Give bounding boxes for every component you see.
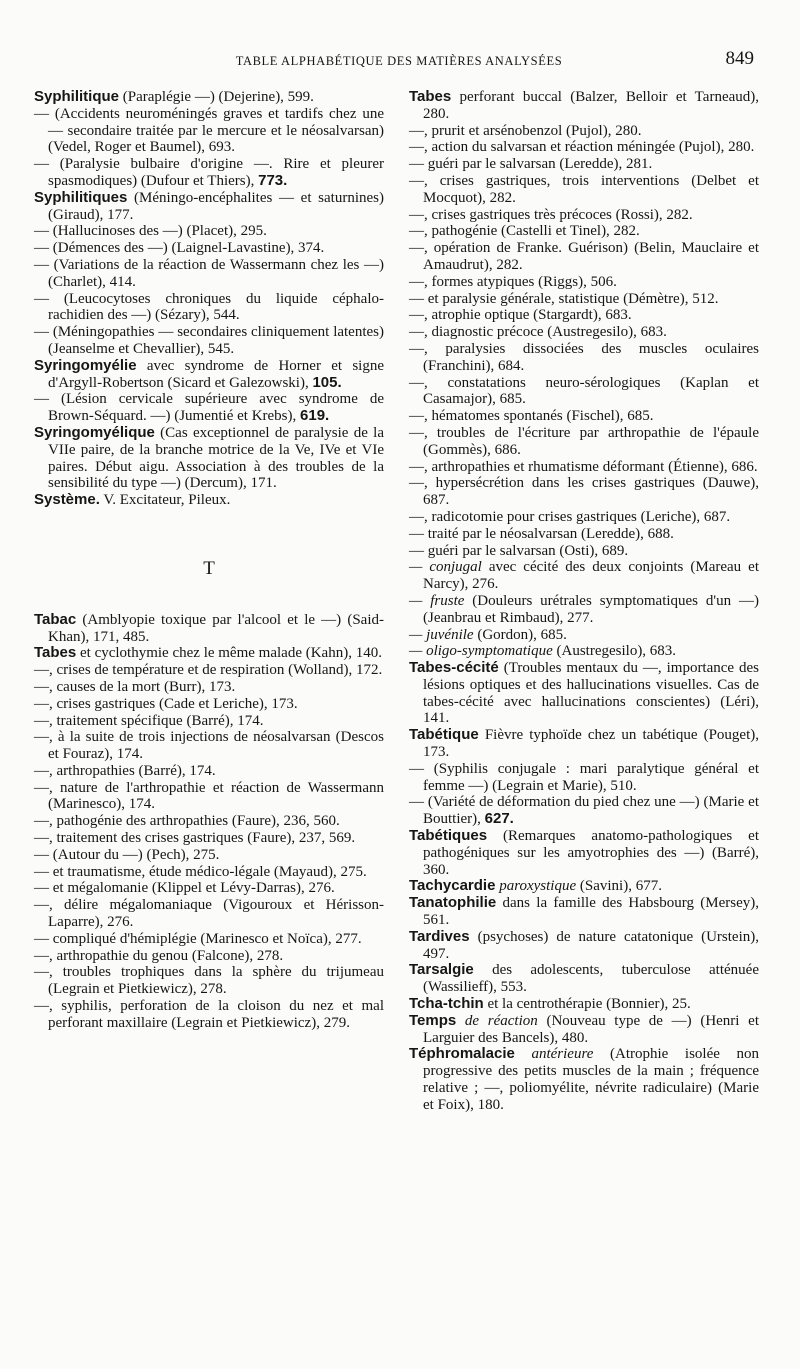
right-column [409,89,759,1114]
entry-text: dans la famille des Habsbourg (Mersey), 561. [423,895,759,929]
entry-page-bold: 619. [300,407,330,425]
entry-text: (Méningo-encéphalites — et saturnines) (Giraud), 177. [48,189,384,223]
entry-italic: — conjugal [409,559,482,576]
entry-text: (Savini), 677. [576,878,662,895]
index-entry: —, nature de l'arthropathie et réaction de Wassermann (Marinesco), 174. [34,779,384,813]
index-entry: —, à la suite de trois injections de néosalvarsan (Descos et Fouraz), 174. [34,729,384,763]
entry-headword: Tabétiques [409,827,488,845]
index-entry: —, crises gastriques très précoces (Rossi), 282. [409,206,693,223]
index-entry: —, atrophie optique (Stargardt), 683. [409,307,632,324]
index-entry: — et paralysie générale, statistique (Démètre), 512. [409,290,719,307]
index-entry: —, action du salvarsan et réaction méningée (Pujol), 280. [409,139,755,156]
index-entry: — et traumatisme, étude médico-légale (Mayaud), 275. [34,863,367,880]
index-entry: —, constatations neuro-sérologiques (Kaplan et Casamajor), 685. [409,374,759,408]
entry-headword: Syphilitiques [34,188,128,206]
index-entry: —, traitement des crises gastriques (Faure), 237, 569. [34,830,356,847]
header-title: TABLE ALPHABÉTIQUE DES MATIÈRES ANALYSÉES [235,54,563,68]
index-entry: —, diagnostic précoce (Austregesilo), 683. [409,324,667,341]
index-entry: — (Accidents neuroméningés graves et tardifs chez une — secondaire traitée par le mercure et le néosalvarsan) (Vedel, Roger et Baumel), 693. [34,105,384,156]
left-column [34,89,384,1032]
index-entry [34,358,384,392]
index-entry [34,89,384,106]
entry-headword: Temps [409,1011,457,1029]
index-entry [34,425,384,492]
entry-italic: — oligo-symptomatique [409,643,553,660]
index-entry: — guéri par le salvarsan (Leredde), 281. [409,156,653,173]
entry-text: (Gordon), 685. [473,626,567,643]
entry-headword: Tabes [409,88,452,105]
index-entry: —, paralysies dissociées des muscles oculaires (Franchini), 684. [409,340,759,374]
running-header [44,48,754,78]
index-entry [34,492,384,509]
index-entry: —, délire mégalomaniaque (Vigouroux et Hérisson-Laparre), 276. [34,897,384,931]
entry-text: Fièvre typhoïde chez un tabétique (Pouget), 173. [423,727,759,761]
index-entry: —, traitement spécifique (Barré), 174. [34,712,264,729]
index-entry: —, causes de la mort (Burr), 173. [34,678,236,695]
index-entry: — guéri par le salvarsan (Osti), 689. [409,542,629,559]
index-entry [409,627,759,644]
index-entry: —, prurit et arsénobenzol (Pujol), 280. [409,122,642,139]
entry-text: (Nouveau type de —) (Henri et Larguier des Bancels), 480. [423,1012,759,1046]
entry-text: (Amblyopie toxique par l'alcool et le —) (Said-Khan), 171, 485. [48,611,384,645]
index-entry: —, troubles de l'écriture par arthropathie de l'épaule (Gommès), 686. [409,424,759,458]
index-entry: —, hypersécrétion dans les crises gastriques (Dauwe), 687. [409,475,759,509]
entry-italic: — juvénile [409,626,474,643]
entry-text: — (Paralysie bulbaire d'origine —. Rire et pleurer spasmodiques) (Dufour et Thiers), [34,156,384,189]
entry-headword: Syringomyélique [34,423,155,441]
index-entry [409,895,759,929]
entry-text: et cyclothymie chez le même malade (Kahn), 140. [76,645,382,662]
entry-text: perforant buccal (Balzer, Belloir et Tarneaud), 280. [423,89,759,122]
entry-headword: Tabes-cécité [409,659,499,677]
index-entry [34,190,384,224]
entry-text: (Austregesilo), 683. [552,643,677,660]
entry-text: (Douleurs urétrales symptomatiques d'un —) (Jeanbrau et Rimbaud), 277. [423,592,759,626]
index-entry: —, hématomes spontanés (Fischel), 685. [409,408,654,425]
index-entry: —, crises de température et de respiration (Wolland), 172. [34,662,383,679]
index-entry: — (Hallucinoses des —) (Placet), 295. [34,223,267,240]
entry-text: et la centrothérapie (Bonnier), 25. [483,996,691,1013]
entry-text: (Paraplégie —) (Dejerine), 599. [119,89,314,105]
entry-headword: Tcha-tchin [409,995,484,1013]
index-entry [409,996,759,1013]
index-entry [409,643,759,660]
entry-text: (Troubles mentaux du —, importance des lésions optiques et des hallucinations visuelles. Cas de tabes-cécité avec hallucinations conscientes) (Léri), 141. [423,660,759,727]
entry-text: (Cas exceptionnel de paralysie de la VIIe paire, de la branche motrice de la Ve, IVe et VIe paires. Début aigu. Association à des troubles de la sensibilité du type —) (Dercum), 171. [48,424,384,492]
index-entry: —, radicotomie pour crises gastriques (Leriche), 687. [409,508,731,525]
entry-text: — (Variété de déformation du pied chez une —) (Marie et Bouttier), [409,794,759,828]
index-entry: —, pathogénie des arthropathies (Faure), 236, 560. [34,813,340,830]
entry-page-bold: 773. [258,171,288,189]
entry-text: des adolescents, tuberculose atténuée (Wassilieff), 553. [423,962,759,996]
entry-text: — (Lésion cervicale supérieure avec syndrome de Brown-Séquard. —) (Jumentié et Krebs), [34,391,384,425]
entry-headword: Téphromalacie [409,1045,515,1063]
index-entry [409,727,759,761]
entry-text: (Remarques anatomo-pathologiques et pathogéniques sur les amyotrophies des —) (Barré), 360. [423,828,759,878]
section-letter: T [203,557,215,579]
entry-italic: de réaction [456,1012,538,1029]
index-entry [34,612,384,646]
entry-headword: Tabes [34,644,77,662]
index-entry: — et mégalomanie (Klippel et Lévy-Darras), 276. [34,880,335,897]
index-entry [409,593,759,627]
index-entry: —, troubles trophiques dans la sphère du trijumeau (Legrain et Pietkiewicz), 278. [34,964,384,998]
index-entry [409,1046,759,1113]
entry-headword: Tabétique [409,726,479,744]
entry-text: avec cécité des deux conjoints (Mareau et Narcy), 276. [423,559,759,593]
index-entry: — (Variations de la réaction de Wassermann chez les —) (Charlet), 414. [34,256,384,290]
entry-headword: Tarsalgie [409,961,474,979]
index-entry: — traité par le néosalvarsan (Leredde), 688. [409,525,674,542]
index-entry [409,794,759,828]
entry-page-bold: 105. [312,373,342,391]
index-entry [409,878,759,895]
entry-headword: Tabac [34,610,77,628]
entry-italic: — fruste [409,592,465,609]
index-entry [409,929,759,963]
index-entry: —, arthropathies (Barré), 174. [34,762,216,779]
index-entry: —, crises gastriques, trois interventions (Delbet et Mocquot), 282. [409,172,759,206]
entry-headword: Tanatophilie [409,894,497,912]
index-entry: — (Démences des —) (Laignel-Lavastine), 374. [34,240,325,257]
index-entry: — (Syphilis conjugale : mari paralytique général et femme —) (Legrain et Marie), 510. [409,760,759,794]
entry-headword: Tardives [409,927,470,945]
index-entry: — (Méningopathies — secondaires cliniquement latentes) (Jeanselme et Chevallier), 545. [34,324,384,357]
entry-italic: paroxystique [495,878,577,895]
page-number: 849 [725,48,754,69]
entry-page-bold: 627. [484,810,514,828]
entry-headword: Tachycardie [409,877,496,895]
index-entry: —, syphilis, perforation de la cloison du nez et mal perforant maxillaire (Legrain et Pietkiewicz), 279. [34,998,384,1031]
index-entry [409,828,759,878]
index-entry [409,89,759,123]
entry-headword: Syringomyélie [34,356,137,374]
index-entry: —, arthropathie du genou (Falcone), 278. [34,947,284,964]
index-entry: —, pathogénie (Castelli et Tinel), 282. [409,223,640,240]
entry-headword: Système. [34,491,100,509]
index-entry: — (Autour du —) (Pech), 275. [34,846,220,863]
index-entry: —, crises gastriques (Cade et Leriche), 173. [34,695,298,712]
index-entry: —, arthropathies et rhumatisme déformant (Étienne), 686. [409,458,758,475]
index-entry [409,660,759,727]
index-entry [34,391,384,425]
index-entry [34,156,384,190]
entry-text: (Atrophie isolée non progressive des petits muscles de la main ; fréquence relative ; —, poliomyélite, névrite radiculaire) (Marie et Foix), 180. [423,1046,759,1113]
index-entry [409,559,759,593]
index-entry [409,1013,759,1047]
index-entry: —, opération de Franke. Guérison) (Belin, Mauclaire et Amaudrut), 282. [409,240,759,273]
index-entry: — (Leucocytoses chroniques du liquide céphalo-rachidien des —) (Sézary), 544. [34,290,384,324]
entry-italic: antérieure [514,1046,594,1063]
entry-text: V. Excitateur, Pileux. [99,492,231,509]
index-entry: — compliqué d'hémiplégie (Marinesco et Noïca), 277. [34,930,362,947]
entry-headword: Syphilitique [34,88,120,105]
index-entry [34,645,384,662]
entry-text: (psychoses) de nature catatonique (Urstein), 497. [423,928,759,962]
entry-text: avec syndrome de Horner et signe d'Argyll-Robertson (Sicard et Galezowski), [48,357,384,391]
index-entry [409,962,759,996]
index-entry: —, formes atypiques (Riggs), 506. [409,273,617,290]
